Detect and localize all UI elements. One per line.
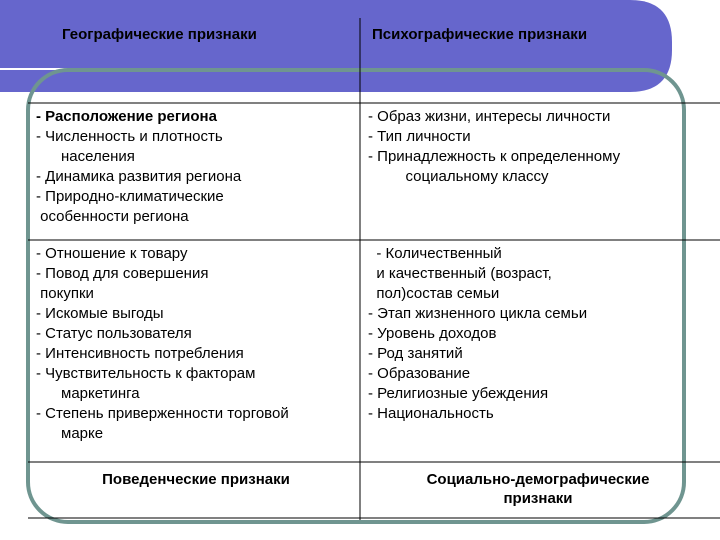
list-item: - Тип личности <box>368 128 471 145</box>
list-item: - Национальность <box>368 405 494 422</box>
list-item: - Статус пользователя <box>36 325 192 342</box>
list-item: - Расположение региона <box>36 108 217 125</box>
header-geographic: Географические признаки <box>62 26 257 43</box>
list-item: маркетинга <box>36 385 140 402</box>
list-item: особенности региона <box>36 208 189 225</box>
footer-demographic-line2: признаки <box>503 490 573 507</box>
list-item: - Численность и плотность <box>36 128 223 145</box>
list-item: и качественный (возраст, <box>368 265 552 282</box>
list-item: социальному классу <box>368 168 549 185</box>
footer-demographic <box>364 470 712 508</box>
list-item: - Динамика развития региона <box>36 168 242 185</box>
header-banner <box>0 0 672 92</box>
list-item: - Искомые выгоды <box>36 305 164 322</box>
list-item: - Количественный <box>368 245 502 262</box>
footer-demographic-line1: Социально-демографические <box>426 471 650 488</box>
list-item: - Интенсивность потребления <box>36 345 244 362</box>
cell-psychographic <box>368 107 620 187</box>
list-item: - Образ жизни, интересы личности <box>368 108 611 125</box>
list-item: покупки <box>36 285 94 302</box>
list-item: - Образование <box>368 365 471 382</box>
list-item: пол)состав семьи <box>368 285 500 302</box>
header-psychographic: Психографические признаки <box>372 26 588 43</box>
list-item: - Принадлежность к определенному <box>368 148 621 165</box>
cell-demographic <box>368 244 587 424</box>
list-item: - Отношение к товару <box>36 245 188 262</box>
list-item: - Чувствительность к факторам <box>36 365 256 382</box>
cell-behavioral <box>36 244 289 444</box>
list-item: марке <box>36 425 104 442</box>
list-item: - Природно-климатические <box>36 188 224 205</box>
list-item: - Степень приверженности торговой <box>36 405 289 422</box>
list-item: - Уровень доходов <box>368 325 497 342</box>
list-item: - Этап жизненного цикла семьи <box>368 305 588 322</box>
cell-geographic <box>36 107 241 227</box>
list-item: - Религиозные убеждения <box>368 385 549 402</box>
list-item: - Повод для совершения <box>36 265 209 282</box>
list-item: населения <box>36 148 135 165</box>
list-item: - Род занятий <box>368 345 463 362</box>
footer-behavioral: Поведенческие признаки <box>102 471 290 488</box>
